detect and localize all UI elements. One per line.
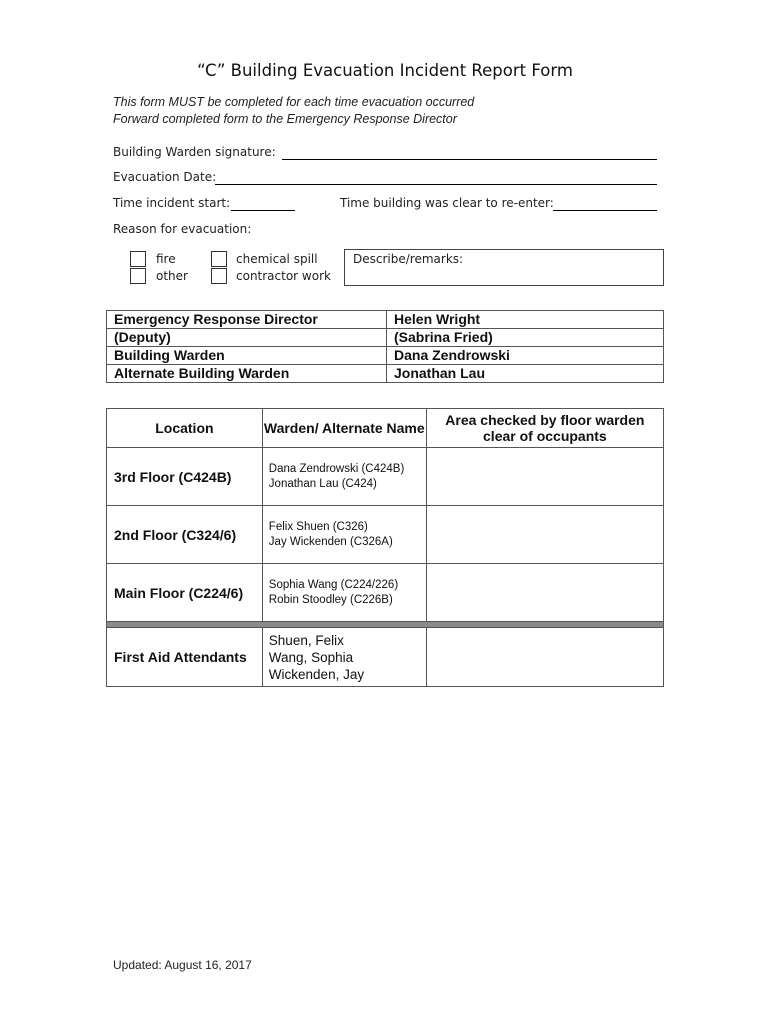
warden-cell <box>262 448 426 506</box>
contractor-work-label: contractor work <box>236 269 331 283</box>
chemical-spill-label: chemical spill <box>236 252 318 266</box>
contact-name: Jonathan Lau <box>387 365 664 383</box>
location-cell: 2nd Floor (C324/6) <box>107 506 263 564</box>
contact-role: Alternate Building Warden <box>107 365 387 383</box>
time-start-field[interactable] <box>231 198 295 211</box>
location-cell: Main Floor (C224/6) <box>107 564 263 622</box>
time-clear-field[interactable] <box>553 198 657 211</box>
warden-alternate: Jay Wickenden (C326A) <box>268 535 393 548</box>
other-checkbox[interactable] <box>130 268 146 284</box>
warden-primary: Sophia Wang (C224/226) <box>268 578 399 591</box>
location-cell: 3rd Floor (C424B) <box>107 448 263 506</box>
warden-cell <box>262 564 426 622</box>
contact-row <box>107 347 664 365</box>
intro-line-1: This form MUST be completed for each time evacuation occurred <box>113 95 475 109</box>
table-row <box>107 448 664 506</box>
chemical-spill-checkbox[interactable] <box>211 251 227 267</box>
form-title: “C” Building Evacuation Incident Report Form <box>197 61 573 80</box>
area-checked-cell[interactable] <box>426 506 663 564</box>
locations-table <box>106 408 664 687</box>
time-clear-label: Time building was clear to re-enter: <box>340 196 554 210</box>
evacuation-date-field[interactable] <box>215 172 657 185</box>
table-row <box>107 564 664 622</box>
warden-alternate: Jonathan Lau (C424) <box>268 477 377 490</box>
contact-name: Helen Wright <box>387 311 664 329</box>
warden-signature-field[interactable] <box>282 147 657 160</box>
table-row <box>107 506 664 564</box>
first-aid-names <box>262 628 426 687</box>
remarks-box[interactable] <box>344 249 664 286</box>
fire-checkbox[interactable] <box>130 251 146 267</box>
first-aid-name: Shuen, Felix <box>268 632 344 648</box>
area-checked-cell[interactable] <box>426 564 663 622</box>
contacts-table <box>106 310 664 383</box>
warden-primary: Felix Shuen (C326) <box>268 520 368 533</box>
updated-date: Updated: August 16, 2017 <box>113 958 252 972</box>
area-checked-cell[interactable] <box>426 448 663 506</box>
contact-name: (Sabrina Fried) <box>387 329 664 347</box>
time-start-label: Time incident start: <box>113 196 231 210</box>
reason-label: Reason for evacuation: <box>113 222 252 236</box>
evacuation-date-label: Evacuation Date: <box>113 170 217 184</box>
contact-role: Building Warden <box>107 347 387 365</box>
first-aid-area-cell[interactable] <box>426 628 663 687</box>
warden-primary: Dana Zendrowski (C424B) <box>268 462 405 475</box>
warden-cell <box>262 506 426 564</box>
first-aid-name: Wang, Sophia <box>268 649 354 665</box>
first-aid-row <box>107 628 664 687</box>
locations-header-row <box>107 409 664 448</box>
contact-name: Dana Zendrowski <box>387 347 664 365</box>
contractor-work-checkbox[interactable] <box>211 268 227 284</box>
intro-line-2: Forward completed form to the Emergency Response Director <box>113 112 457 126</box>
warden-signature-label: Building Warden signature: <box>113 145 276 159</box>
warden-header: Warden/ Alternate Name <box>262 409 426 448</box>
remarks-label: Describe/remarks: <box>353 252 464 266</box>
first-aid-label: First Aid Attendants <box>107 628 263 687</box>
contact-role: Emergency Response Director <box>107 311 387 329</box>
contact-role: (Deputy) <box>107 329 387 347</box>
first-aid-name: Wickenden, Jay <box>268 666 365 682</box>
contact-row <box>107 311 664 329</box>
warden-alternate: Robin Stoodley (C226B) <box>268 593 393 606</box>
other-label: other <box>156 269 188 283</box>
contact-row <box>107 365 664 383</box>
area-header: Area checked by floor warden clear of occupants <box>426 409 663 448</box>
location-header: Location <box>107 409 263 448</box>
contact-row <box>107 329 664 347</box>
fire-label: fire <box>156 252 176 266</box>
